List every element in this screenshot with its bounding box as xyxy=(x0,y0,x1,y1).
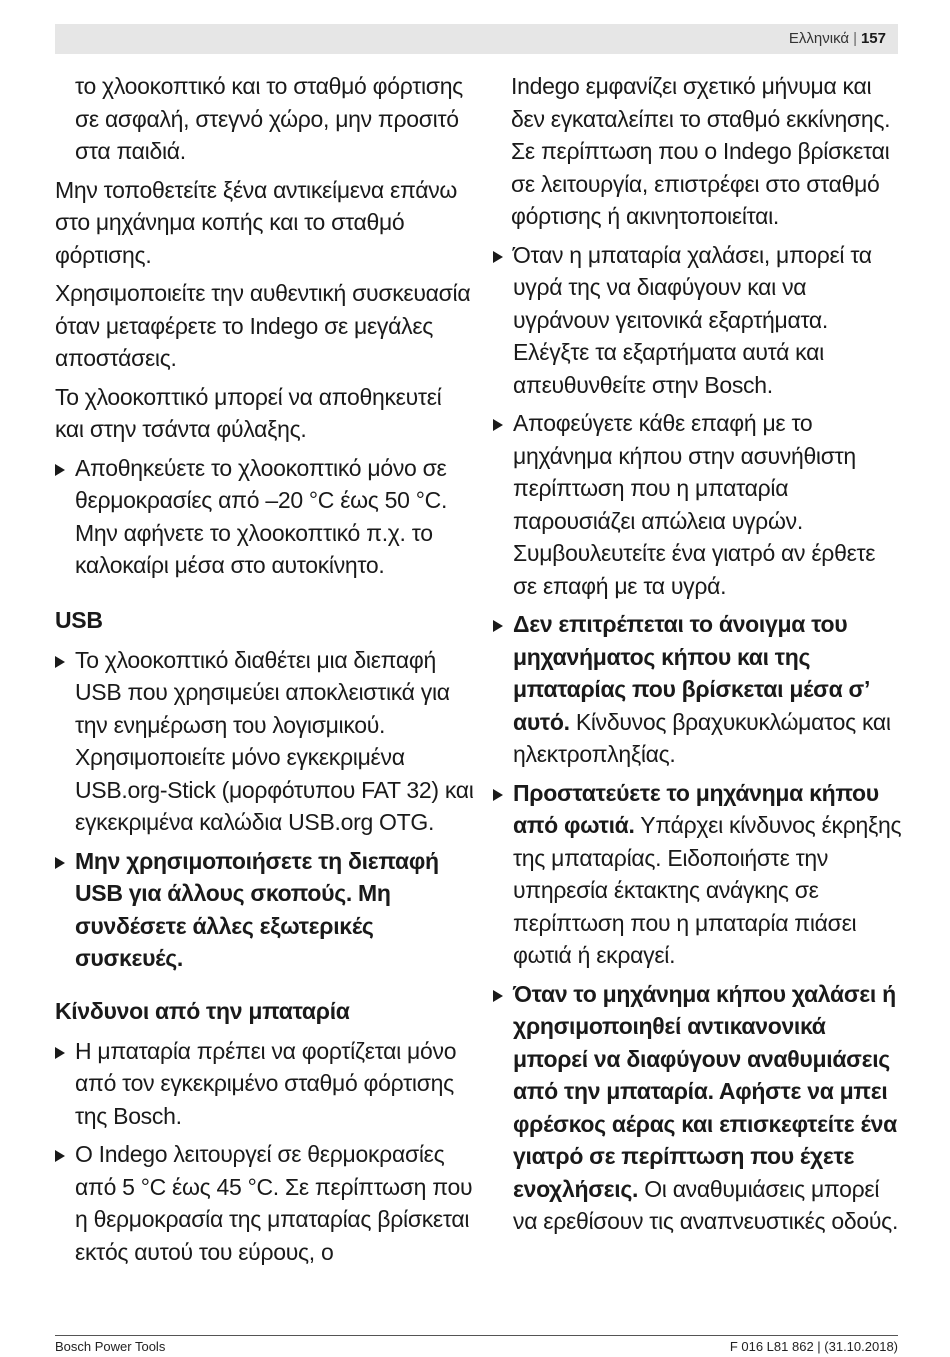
footer-publisher: Bosch Power Tools xyxy=(55,1339,166,1354)
fire-protection-bullet xyxy=(493,777,905,972)
page-number: 157 xyxy=(860,30,886,47)
do-not-open-bullet xyxy=(493,608,905,771)
usb-warning-bullet xyxy=(55,845,475,975)
bullet-arrow-icon xyxy=(55,1047,65,1059)
battery-hazards-heading: Κίνδυνοι από την μπαταρία xyxy=(55,997,350,1024)
bullet-arrow-icon xyxy=(493,251,503,263)
bullet-text: Το χλοοκοπτικό διαθέτει μια διεπαφή USB που χρησιμεύει αποκλειστικά για την ενημέρωση του λογισμικού. Χρησιμοποιείτε μόνο εγκεκριμένα USB.org-Stick (μορφότυπου FAT 32) και εγκεκριμένα καλώδια USB.org OTG. xyxy=(75,646,474,835)
storage-temperature-bullet xyxy=(55,452,475,582)
footer-divider xyxy=(55,1335,898,1336)
bullet-arrow-icon xyxy=(55,857,65,869)
bullet-arrow-icon xyxy=(493,419,503,431)
operating-temperature-bullet xyxy=(55,1138,475,1268)
page-header-bar xyxy=(55,24,898,54)
bullet-arrow-icon xyxy=(493,620,503,632)
temperature-continuation-text: Indego εμφανίζει σχετικό μήνυμα και δεν εγκαταλείπει το σταθμό εκκίνησης. Σε περίπτωση που ο Indego βρίσκεται σε λειτουργία, επιστρέφει στο σταθμό φόρτισης ή ακινητοποιείται. xyxy=(511,73,891,229)
bullet-bold-text: Δεν επιτρέπεται το άνοιγμα του μηχανήματος κήπου και της μπαταρίας που βρίσκεται μέσα σ’ αυτό. xyxy=(513,611,869,735)
avoid-contact-bullet xyxy=(493,407,905,602)
bullet-text: Αποθηκεύετε το χλοοκοπτικό μόνο σε θερμοκρασίες από –20 °C έως 50 °C. Μην αφήνετε το χλοοκοπτικό π.χ. το καλοκαίρι μέσα στο αυτοκίνητο. xyxy=(75,454,448,578)
bullet-bold-text: Όταν το μηχάνημα κήπου χαλάσει ή χρησιμοποιηθεί αντικανονικά μπορεί να διαφύγουν αναθυμιάσεις από την μπαταρία. Αφήστε να μπει φρέσκος αέρας και επισκεφτείτε ένα γιατρό σε περίπτωση που έχετε ενοχλήσεις. xyxy=(513,980,897,1202)
battery-leak-bullet xyxy=(493,239,905,402)
usb-interface-bullet xyxy=(55,644,475,839)
bullet-text: Οι αναθυμιάσεις μπορεί να ερεθίσουν τις αναπνευστικές οδούς. xyxy=(513,1175,899,1234)
page-header-text xyxy=(789,30,886,47)
storage-continuation-text: το χλοοκοπτικό και το σταθμό φόρτισης σε ασφαλή, στεγνό χώρο, μην προσιτό στα παιδιά. xyxy=(75,73,463,164)
usb-heading: USB xyxy=(55,606,103,633)
right-column xyxy=(493,70,905,1244)
bullet-text: Υπάρχει κίνδυνος έκρηξης της μπαταρίας. Ειδοποιήστε την υπηρεσία έκτακτης ανάγκης σε περίπτωση που η μπαταρία πιάσει φωτιά ή εκραγεί. xyxy=(513,812,902,968)
foreign-objects-text: Μην τοποθετείτε ξένα αντικείμενα επάνω στο μηχάνημα κοπής και το σταθμό φόρτισης. xyxy=(55,176,458,268)
header-separator: | xyxy=(853,30,857,47)
footer-document-id: F 016 L81 862 | (31.10.2018) xyxy=(729,1339,898,1354)
bullet-arrow-icon xyxy=(55,1150,65,1162)
bullet-arrow-icon xyxy=(493,990,503,1002)
bullet-bold-text: Μην χρησιμοποιήσετε τη διεπαφή USB για άλλους σκοπούς. Μη συνδέσετε άλλες εξωτερικές συσκευές. xyxy=(75,847,439,971)
battery-charging-bullet xyxy=(55,1035,475,1133)
bullet-arrow-icon xyxy=(55,656,65,668)
bullet-text: Η μπαταρία πρέπει να φορτίζεται μόνο από τον εγκεκριμένο σταθμό φόρτισης της Bosch. xyxy=(75,1037,457,1129)
bullet-bold-text: Προστατεύετε το μηχάνημα κήπου από φωτιά. xyxy=(513,779,879,838)
bullet-text: Αποφεύγετε κάθε επαφή με το μηχάνημα κήπου στην ασυνήθιστη περίπτωση που η μπαταρία παρουσιάζει απώλεια υγρών. Συμβουλευτείτε ένα γιατρό αν έρθετε σε επαφή με τα υγρά. xyxy=(513,410,876,599)
storage-bag-text: Το χλοοκοπτικό μπορεί να αποθηκευτεί και στην τσάντα φύλαξης. xyxy=(55,383,442,442)
left-column xyxy=(55,70,475,1274)
bullet-text: Ο Indego λειτουργεί σε θερμοκρασίες από 5 °C έως 45 °C. Σε περίπτωση που η θερμοκρασία της μπαταρίας βρίσκεται εκτός αυτού του εύρους, ο xyxy=(75,1141,473,1265)
bullet-text: Κίνδυνος βραχυκυκλώματος και ηλεκτροπληξίας. xyxy=(513,708,891,767)
bullet-text: Όταν η μπαταρία χαλάσει, μπορεί τα υγρά της να διαφύγουν και να υγράνουν γειτονικά εξαρτήματα. Ελέγξτε τα εξαρτήματα αυτά και απευθυνθείτε στην Bosch. xyxy=(513,241,872,398)
header-language: Ελληνικά xyxy=(788,30,850,47)
original-packaging-text: Χρησιμοποιείτε την αυθεντική συσκευασία όταν μεταφέρετε το Indego σε μεγάλες αποστάσεις. xyxy=(55,280,471,371)
bullet-arrow-icon xyxy=(55,464,65,476)
fumes-warning-bullet xyxy=(493,978,905,1238)
bullet-arrow-icon xyxy=(493,789,503,801)
